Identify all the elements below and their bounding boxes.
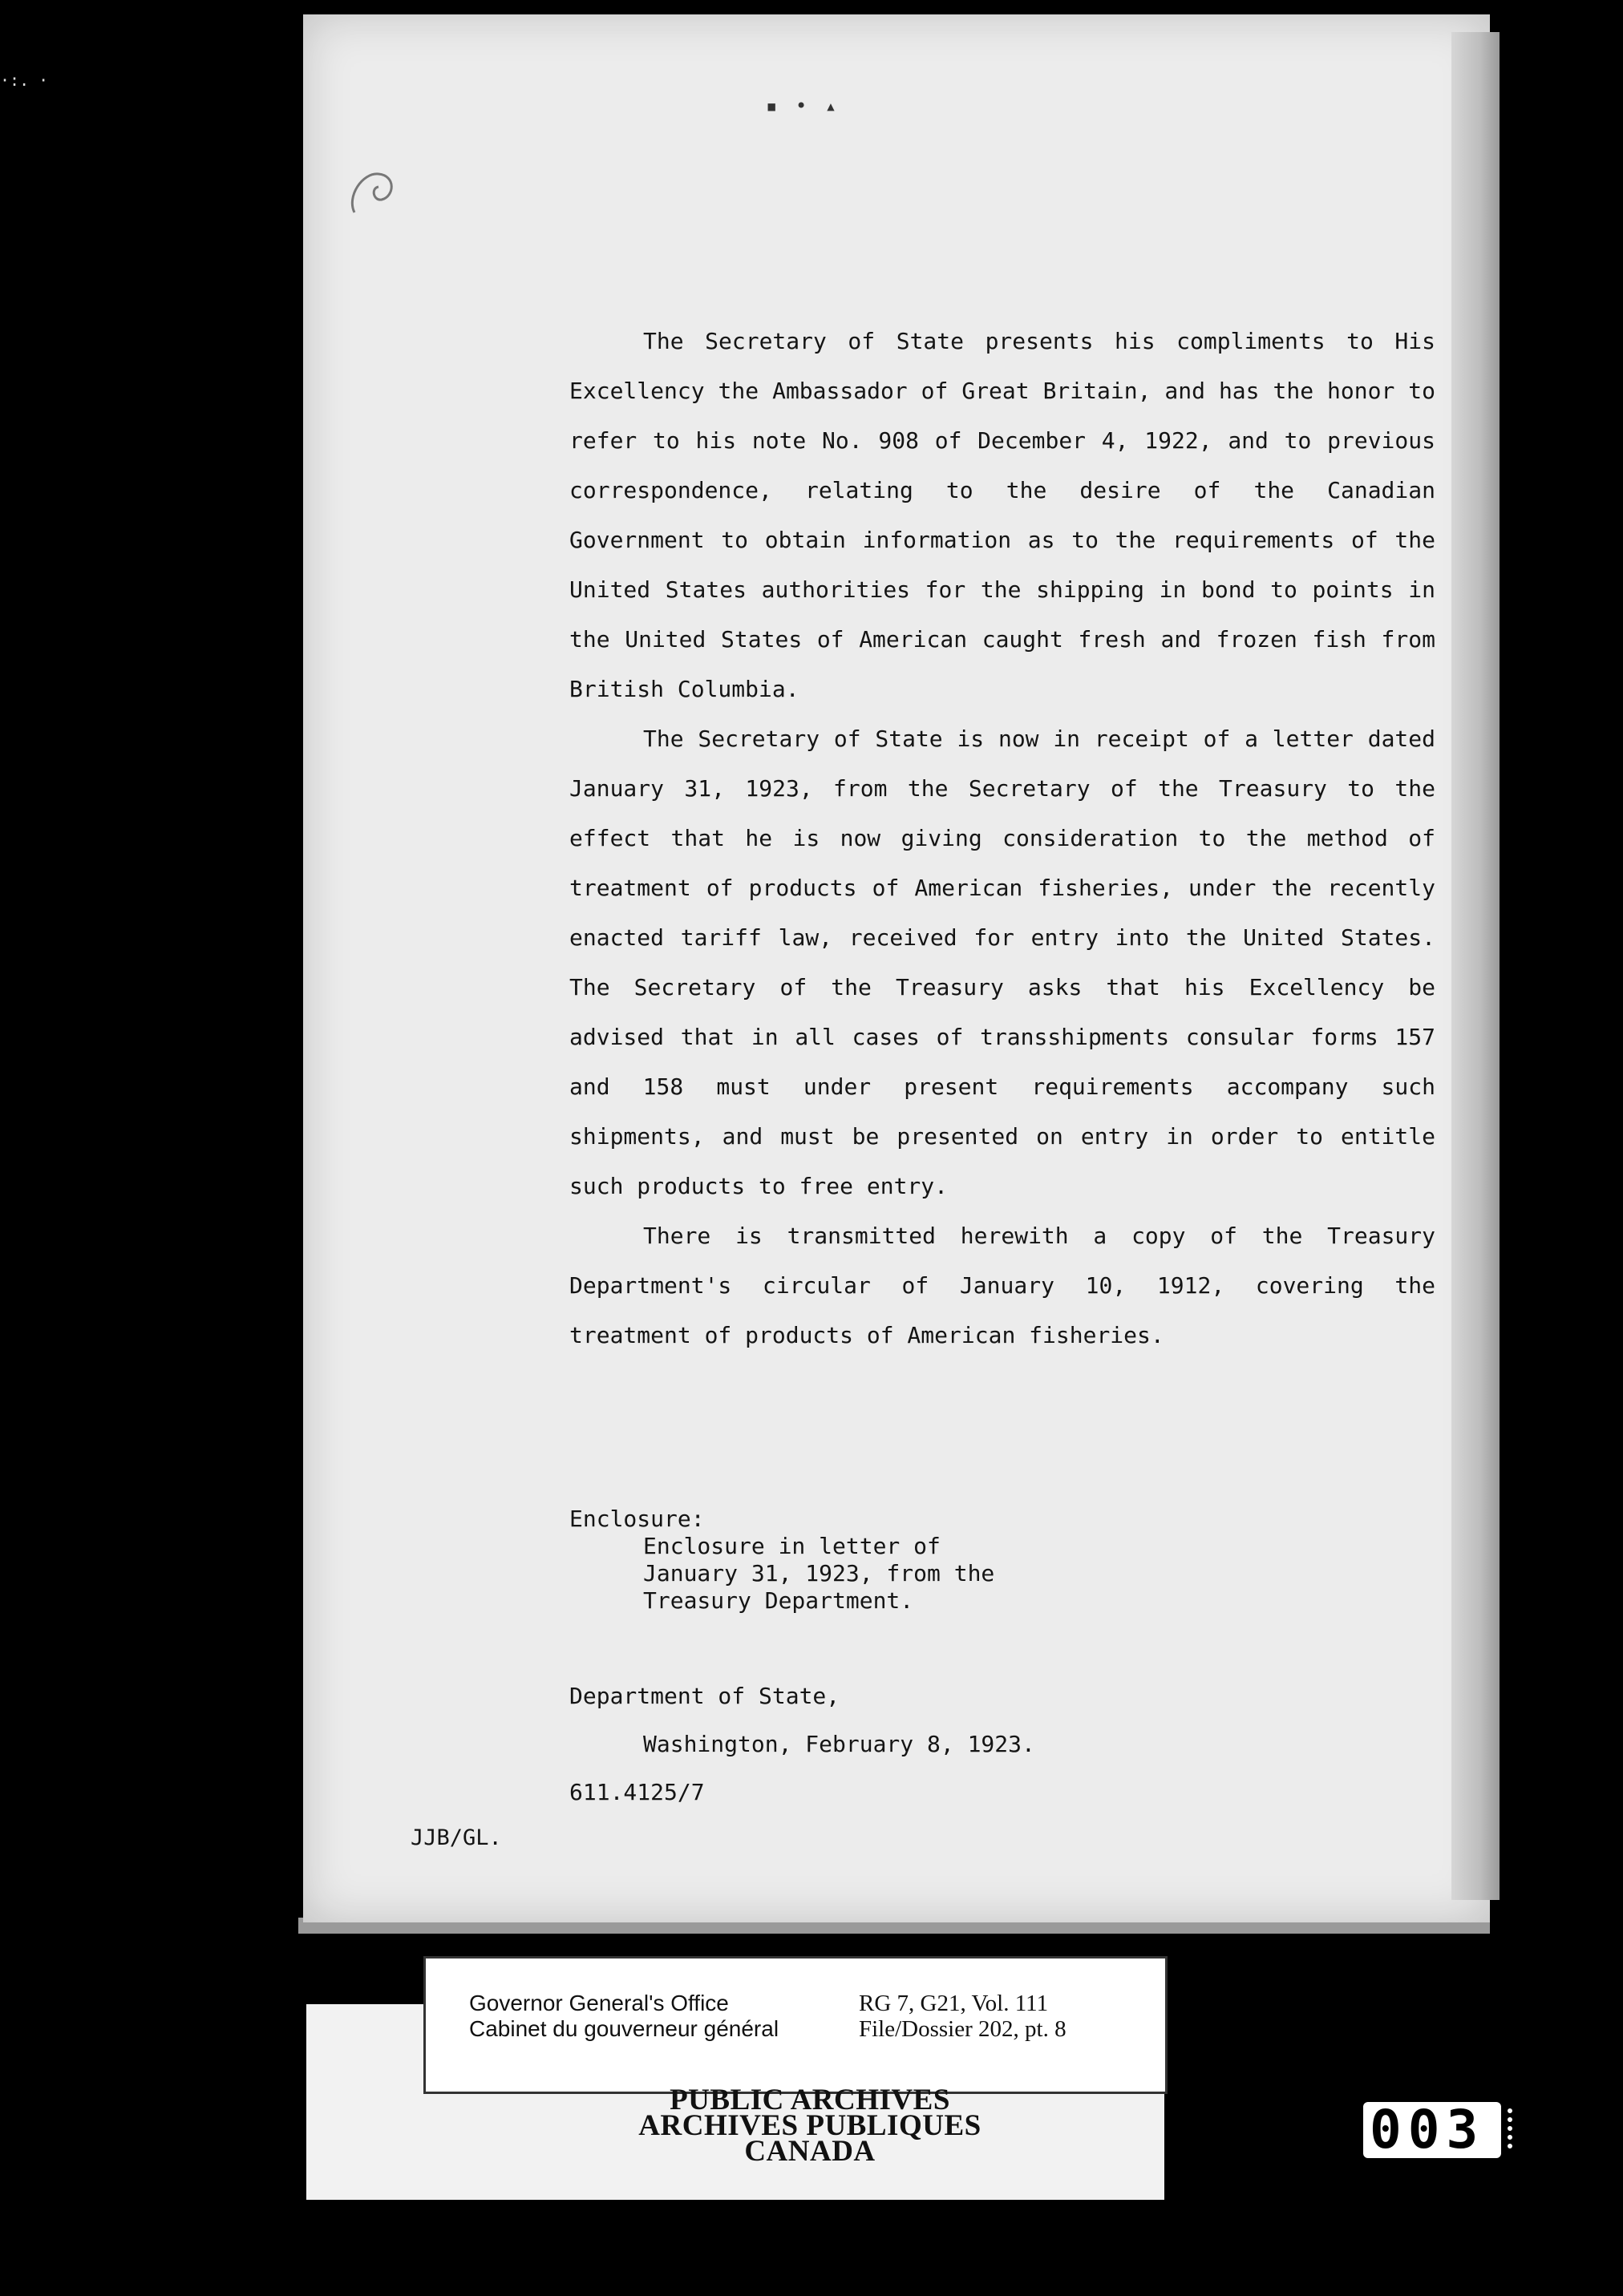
top-stamp-mark: ▪ • ▴	[766, 95, 840, 117]
file-dossier: File/Dossier 202, pt. 8	[859, 2016, 1066, 2042]
office-english: Governor General's Office	[469, 1991, 729, 2015]
typist-initials: JJB/GL.	[411, 1825, 502, 1850]
reference-numbers	[859, 1991, 1066, 2042]
film-specks: ·:. ·	[0, 71, 49, 90]
file-number: 611.4125/7	[569, 1779, 705, 1805]
paragraph-2: The Secretary of State is now in receipt of a letter dated January 31, 1923, from the Secretary of the Treasury to the effect that he is now giving consideration to the method of treatment of products of American fisheries, under the recently enacted tariff law, received for entry into the United States. The Secretary of the Treasury asks that his Excellency be advised that in all cases of transshipments consular forms 157 and 158 must under present requirements accompany such shipments, and must be presented on entry in order to entitle such products to free entry.	[569, 726, 1435, 1199]
department-line: Department of State,	[569, 1683, 840, 1709]
corner-punch-mark	[346, 164, 403, 220]
closing-block	[569, 1672, 1035, 1817]
enclosure-line: January 31, 1923, from the	[643, 1560, 995, 1587]
archive-title-line: CANADA	[744, 2135, 876, 2168]
archive-title-line: ARCHIVES PUBLIQUES	[638, 2109, 981, 2142]
enclosure-line: Enclosure in letter of	[643, 1533, 941, 1559]
letter-body	[569, 317, 1435, 1360]
paragraph-1: The Secretary of State presents his compliments to His Excellency the Ambassador of Great Britain, and has the honor to refer to his note No. 908 of December 4, 1922, and to previous correspondence, relating to the desire of the Canadian Government to obtain information as to the requirements of the United States authorities for the shipping in bond to points in the United States of American caught fresh and frozen fish from British Columbia.	[569, 328, 1435, 702]
archive-reference-label	[423, 1956, 1168, 2094]
enclosure-heading: Enclosure:	[569, 1506, 705, 1532]
page-edge	[1451, 32, 1500, 1900]
record-group: RG 7, G21, Vol. 111	[859, 1991, 1049, 2016]
enclosure-line: Treasury Department.	[643, 1587, 914, 1614]
paragraph-3: There is transmitted herewith a copy of the Treasury Department's circular of January 10, 1912, covering the treatment of products of American fisheries.	[569, 1223, 1435, 1348]
archive-title	[577, 2084, 1042, 2168]
archive-title-line: PUBLIC ARCHIVES	[670, 2084, 950, 2116]
enclosure-block	[569, 1506, 994, 1615]
frame-counter: 003	[1370, 2099, 1485, 2161]
office-french: Cabinet du gouverneur général	[469, 2016, 779, 2041]
frame-counter-dots	[1508, 2108, 1524, 2148]
office-names	[469, 1991, 779, 2042]
place-date-line: Washington, February 8, 1923.	[643, 1731, 1035, 1757]
